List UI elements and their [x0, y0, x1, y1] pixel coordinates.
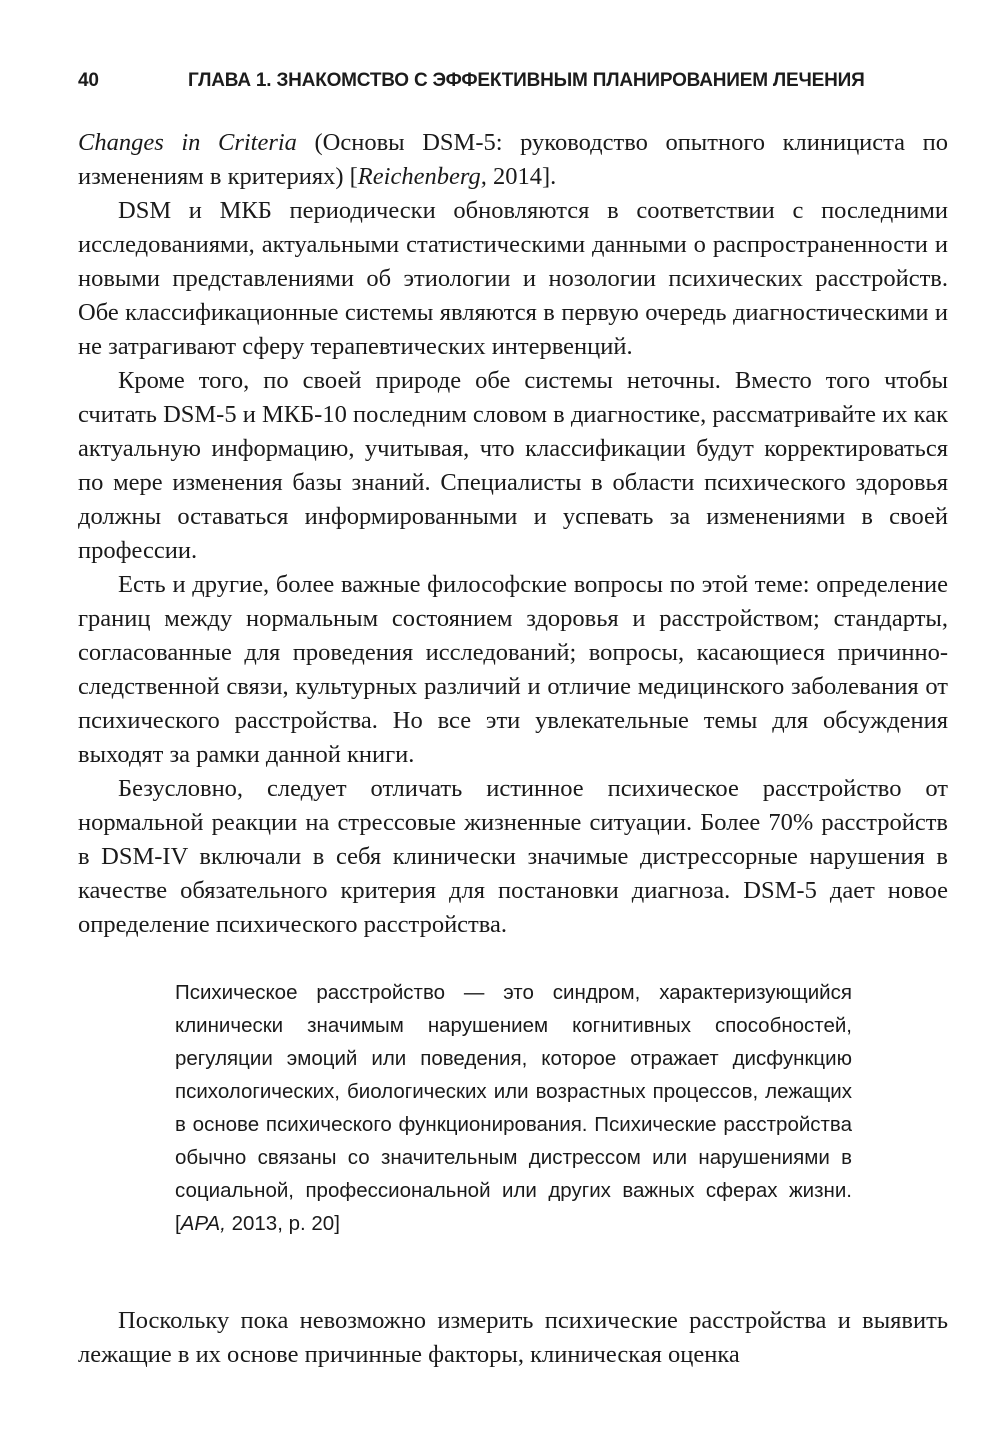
paragraph: Безусловно, следует отличать истинное психическое расстройство от нормальной реакции на стрессовые жизненные ситуации. Более 70% расстройств в DSM-IV включали в себя клинически значимые дистрессорные нарушения в качестве обязательного критерия для постановки диагноза. DSM-5 дает новое определение психического расстройства. [78, 775, 948, 938]
text-after-quote [78, 1304, 948, 1372]
chapter-title: ГЛАВА 1. ЗНАКОМСТВО С ЭФФЕКТИВНЫМ ПЛАНИРОВАНИЕМ ЛЕЧЕНИЯ [188, 70, 865, 91]
paragraph: DSM и МКБ периодически обновляются в соответствии с последними исследованиями, актуальными статистическими данными о распространенности и новыми представлениями об этиологии и нозологии психических расстройств. Обе классификационные системы являются в первую очередь диагностическими и не затрагивают сферу терапевтических интервенций. [78, 197, 948, 360]
quote-text: Психическое расстройство — это синдром, характеризующийся клинически значимым нарушением когнитивных способностей, регуляции эмоций или поведения, которое отражает дисфункцию психологических, биологических или возрастных процессов, лежащих в основе психического функционирования. Психические расстройства обычно связаны со значительным дистрессом или нарушениями в социальной, профессиональной или других важных сферах жизни. [ [175, 981, 852, 1235]
paragraph-text: (Основы DSM-5: руководство опытного клинициста по изменениям в критериях) [ [78, 129, 948, 190]
paragraph: Есть и другие, более важные философские вопросы по этой теме: определение границ между нормальным состоянием здоровья и расстройством; стандарты, согласованные для проведения исследований; вопросы, касающиеся причинно-следственной связи, культурных различий и отличие медицинского заболевания от психического расстройства. Но все эти увлекательные темы для обсуждения выходят за рамки данной книги. [78, 571, 948, 768]
quote-citation-rest: 2013, p. 20] [225, 1212, 340, 1235]
paragraph-continued [78, 126, 948, 194]
citation-year: 2014]. [486, 163, 557, 190]
paragraph: Кроме того, по своей природе обе системы неточны. Вместо того чтобы считать DSM-5 и МКБ-10 последним словом в диагностике, рассматривайте их как актуальную информацию, учитывая, что классификации будут корректироваться по мере изменения базы знаний. Специалисты в области психического здоровья должны оставаться информированными и успевать за изменениями в своей профессии. [78, 367, 948, 564]
running-head [78, 70, 940, 100]
italic-title: Changes in Criteria [78, 129, 297, 156]
citation-author: Reichenberg, [357, 163, 487, 190]
block-quote [175, 976, 852, 1240]
page-number: 40 [78, 70, 99, 91]
main-text [78, 126, 948, 942]
quote-citation-author: APA, [180, 1212, 226, 1235]
quote-paragraph [175, 976, 852, 1240]
paragraph: Поскольку пока невозможно измерить психические расстройства и выявить лежащие в их основе причинные факторы, клиническая оценка [78, 1307, 948, 1368]
